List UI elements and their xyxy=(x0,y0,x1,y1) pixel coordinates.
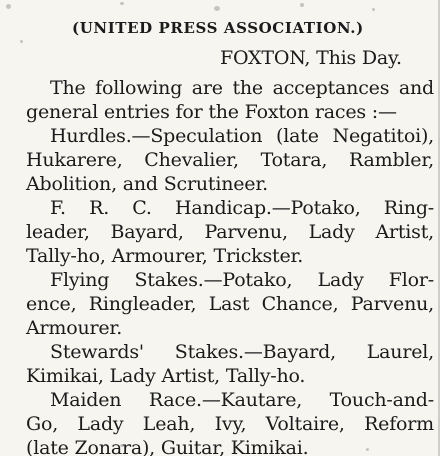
entry-maiden-race-line-1: Maiden Race.—Kautare, Touch-and- xyxy=(50,389,434,411)
entry-frc-handicap-line-2: leader, Bayard, Parvenu, Lady Artist, xyxy=(26,221,434,243)
entry-maiden-race-line-3: (late Zonara), Guitar, Kimikai. xyxy=(26,437,309,456)
entry-flying-stakes-line-2: ence, Ringleader, Last Chance, Parvenu, xyxy=(26,293,434,315)
entry-flying-stakes-line-1: Flying Stakes.—Potako, Lady Flor- xyxy=(50,269,434,291)
news-agency-credit: (UNITED PRESS ASSOCIATION.) xyxy=(72,19,364,37)
entry-hurdles-line-2: Hukarere, Chevalier, Totara, Rambler, xyxy=(26,149,434,171)
entry-frc-handicap-line-3: Tally-ho, Armourer, Trickster. xyxy=(26,245,304,267)
print-speckle xyxy=(6,4,11,9)
print-speckle xyxy=(214,6,220,11)
entry-frc-handicap-line-1: F. R. C. Handicap.—Potako, Ring- xyxy=(50,197,434,219)
entry-stewards-stakes-line-1: Stewards' Stakes.—Bayard, Laurel, xyxy=(50,341,434,363)
entry-maiden-race-line-2: Go, Lady Leah, Ivy, Voltaire, Reform xyxy=(26,413,434,435)
dateline: FOXTON, This Day. xyxy=(220,47,402,69)
print-speckle xyxy=(120,2,124,5)
entry-flying-stakes-line-3: Armourer. xyxy=(26,317,123,339)
entry-hurdles-line-3: Abolition, and Scrutineer. xyxy=(26,173,268,195)
lead-line-1: The following are the acceptances and xyxy=(50,77,434,99)
print-speckle xyxy=(300,3,304,7)
entry-stewards-stakes-line-2: Kimikai, Lady Artist, Tally-ho. xyxy=(26,365,306,387)
print-speckle xyxy=(20,40,23,43)
entry-hurdles-line-1: Hurdles.—Speculation (late Negatitoi), xyxy=(50,125,434,147)
print-speckle xyxy=(372,8,375,11)
lead-line-2: general entries for the Foxton races :— xyxy=(26,101,397,123)
